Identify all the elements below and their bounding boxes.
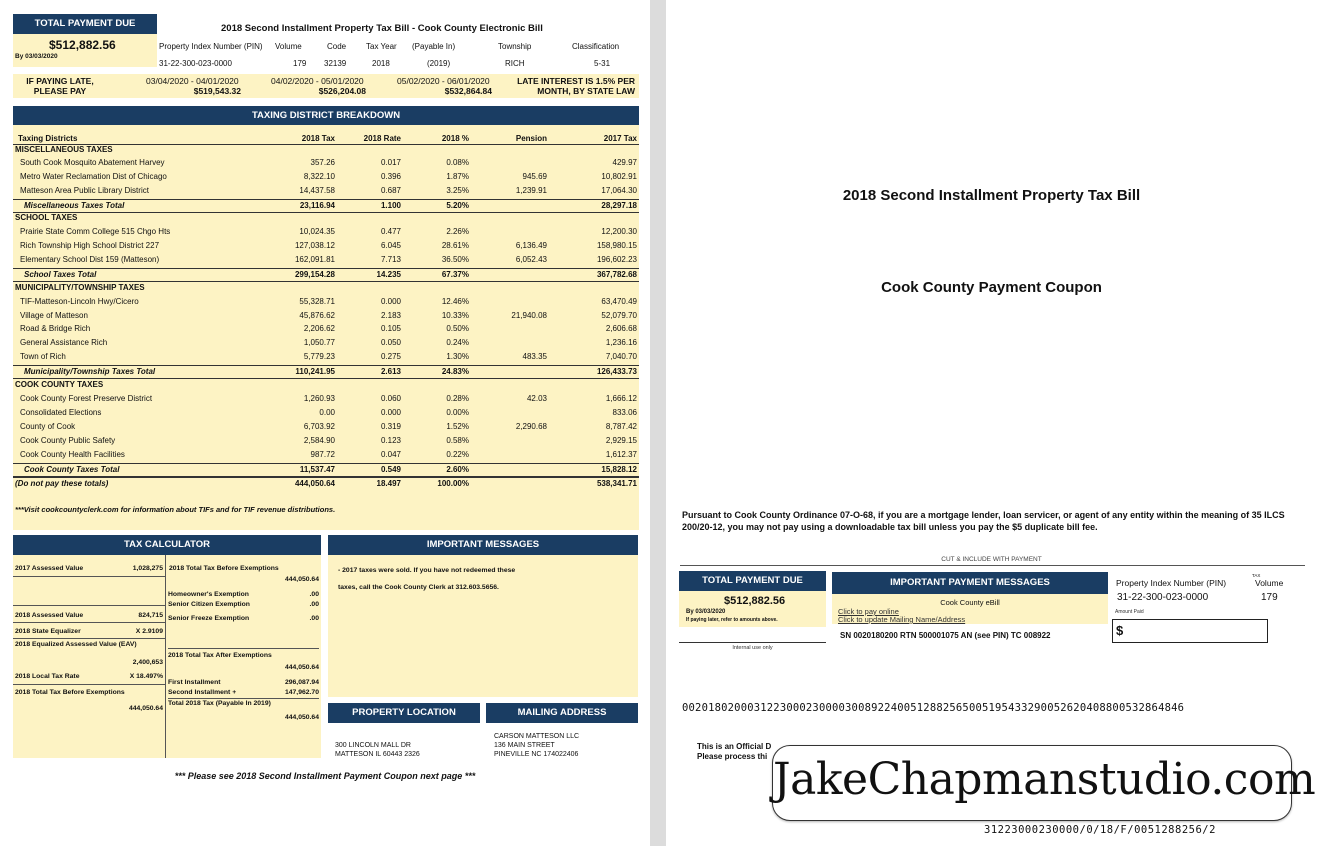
calc-rule <box>13 684 165 685</box>
table-row <box>13 352 639 365</box>
property-line-1: 300 LINCOLN MALL DR <box>335 742 411 749</box>
table-row <box>13 422 639 435</box>
cell-rate: 7.713 <box>380 255 401 264</box>
table-row <box>13 255 639 268</box>
cell-rate: 0.275 <box>380 352 401 361</box>
cell-tax: 45,876.62 <box>299 311 335 320</box>
cell-pct: 0.22% <box>446 450 469 459</box>
cell-name: (Do not pay these totals) <box>15 479 109 488</box>
calc-rule <box>168 698 319 699</box>
cell-name: Cook County Taxes Total <box>24 465 120 474</box>
cell-name: TIF-Matteson-Lincoln Hwy/Cicero <box>20 297 139 306</box>
cell-name: Municipality/Township Taxes Total <box>24 367 156 376</box>
watermark-badge <box>772 745 1316 821</box>
late-period-2-range: 04/02/2020 - 05/01/2020 <box>271 76 364 86</box>
coupon-volume-label: Volume <box>1255 578 1284 588</box>
update-address-link[interactable]: Click to update Mailing Name/Address <box>838 615 966 624</box>
cell-pct: 0.50% <box>446 324 469 333</box>
calc-total-label: Total 2018 Tax (Payable In 2019) <box>168 700 271 707</box>
coupon-pin-label: Property Index Number (PIN) <box>1116 578 1227 588</box>
calc-av17-value: 1,028,275 <box>132 565 163 572</box>
coupon-volume-value: 179 <box>1261 592 1278 603</box>
bottom-code: 31223000230000/0/18/F/0051288256/2 <box>984 824 1216 836</box>
late-label: IF PAYING LATE, PLEASE PAY <box>26 76 94 96</box>
cell-pct: 0.00% <box>446 408 469 417</box>
late-period-2-amount: $526,204.08 <box>318 86 366 96</box>
col-tax: 2018 Tax <box>301 134 335 143</box>
cell-prev: 10,802.91 <box>601 172 637 181</box>
calc-eq-label: 2018 State Equalizer <box>15 628 81 635</box>
cell-pct: 0.28% <box>446 394 469 403</box>
table-row <box>13 408 639 421</box>
calc-right-before-label: 2018 Total Tax Before Exemptions <box>169 565 279 572</box>
total-row <box>13 479 639 492</box>
cell-prev: 1,666.12 <box>605 394 637 403</box>
mailing-address <box>494 732 579 759</box>
section-header <box>13 213 639 226</box>
cell-pct: 3.25% <box>446 186 469 195</box>
section-header <box>13 380 639 393</box>
calc-rule <box>13 576 165 577</box>
payable-label: (Payable In) <box>412 42 456 51</box>
cell-name: Cook County Forest Preserve District <box>20 394 153 403</box>
calc-av17-label: 2017 Assessed Value <box>15 565 84 572</box>
cell-pct: 36.50% <box>441 255 469 264</box>
tif-note: ***Visit cookcountyclerk.com for information about TIFs and for TIF revenue distributions. <box>15 505 336 514</box>
table-row <box>13 158 639 171</box>
calc-eav-label: 2018 Equalized Assessed Value (EAV) <box>15 641 137 648</box>
tax-small-label: TAX <box>1252 573 1261 578</box>
col-pct: 2018 % <box>441 134 469 143</box>
calc-freeze-label: Senior Freeze Exemption <box>168 615 250 622</box>
cell-pct: 1.30% <box>446 352 469 361</box>
cell-pct: 100.00% <box>437 479 469 488</box>
cell-prev: 367,782.68 <box>596 270 637 279</box>
col-rate: 2018 Rate <box>363 134 401 143</box>
coupon-messages-title: IMPORTANT PAYMENT MESSAGES <box>832 572 1108 594</box>
cell-tax: 8,322.10 <box>303 172 335 181</box>
cell-pct: 67.37% <box>441 270 469 279</box>
cell-prev: 8,787.42 <box>605 422 637 431</box>
cell-rate: 0.123 <box>380 436 401 445</box>
code-value: 32139 <box>324 59 347 68</box>
total-rule <box>13 281 639 282</box>
late-interest-note: LATE INTEREST IS 1.5% PER MONTH, BY STATE LAW <box>517 76 635 96</box>
calc-freeze-value: .00 <box>309 615 319 622</box>
cell-pension: 6,136.49 <box>515 241 547 250</box>
cell-pct: 0.58% <box>446 436 469 445</box>
cell-name: Prairie State Comm College 515 Chgo Hts <box>20 227 171 236</box>
late-period-2 <box>271 76 366 96</box>
total-rule <box>13 268 639 269</box>
table-row <box>13 241 639 254</box>
table-row <box>13 297 639 310</box>
calc-after-value: 444,050.64 <box>284 664 319 671</box>
coupon-messages-box <box>832 594 1108 624</box>
table-row <box>13 394 639 407</box>
calc-first-label: First Installment <box>168 679 221 686</box>
cell-prev: 126,433.73 <box>596 367 637 376</box>
cell-prev: 7,040.70 <box>605 352 637 361</box>
cell-tax: 127,038.12 <box>294 241 335 250</box>
cell-pension: 6,052.43 <box>515 255 547 264</box>
cell-tax: 299,154.28 <box>294 270 335 279</box>
table-row <box>13 338 639 351</box>
calc-eav-value: 2,400,653 <box>132 659 163 666</box>
cell-name: Matteson Area Public Library District <box>20 186 149 195</box>
cell-tax: 23,116.94 <box>299 201 335 210</box>
cell-rate: 0.060 <box>380 394 401 403</box>
cell-rate: 1.100 <box>380 201 401 210</box>
message-line-1: - 2017 taxes were sold. If you have not redeemed these <box>338 567 516 574</box>
property-line-2: MATTESON IL 60443 2326 <box>335 751 420 758</box>
col-pension: Pension <box>515 134 547 143</box>
cell-name: Miscellaneous Taxes Total <box>24 201 125 210</box>
cell-prev: 2,606.68 <box>605 324 637 333</box>
cell-pension: 483.35 <box>522 352 547 361</box>
cell-prev: 158,980.15 <box>596 241 637 250</box>
cell-prev: 2,929.15 <box>605 436 637 445</box>
cell-rate: 0.047 <box>380 450 401 459</box>
official-line-2: Please process thi <box>697 752 768 761</box>
payable-value: (2019) <box>427 59 451 68</box>
calc-after-label: 2018 Total Tax After Exemptions <box>168 652 272 659</box>
cell-prev: 429.97 <box>612 158 637 167</box>
cell-rate: 0.319 <box>380 422 401 431</box>
tax-year-value: 2018 <box>372 59 390 68</box>
cell-rate: 0.477 <box>380 227 401 236</box>
cell-tax: 6,703.92 <box>303 422 335 431</box>
section-title: MUNICIPALITY/TOWNSHIP TAXES <box>15 283 145 292</box>
col-district: Taxing Districts <box>18 134 78 143</box>
breakdown-table <box>13 125 639 530</box>
calc-total-value: 444,050.64 <box>284 714 319 721</box>
calculator-left <box>13 555 166 758</box>
section-title: MISCELLANEOUS TAXES <box>15 145 113 154</box>
calc-rate-label: 2018 Local Tax Rate <box>15 673 80 680</box>
calc-homeowner-label: Homeowner's Exemption <box>168 591 249 598</box>
cell-name: Cook County Public Safety <box>20 436 116 445</box>
table-row <box>13 311 639 324</box>
cell-prev: 196,602.23 <box>596 255 637 264</box>
cell-tax: 5,779.23 <box>303 352 335 361</box>
cell-prev: 17,064.30 <box>601 186 637 195</box>
cell-tax: 162,091.81 <box>294 255 335 264</box>
calc-senior-value: .00 <box>309 601 319 608</box>
col-prev: 2017 Tax <box>603 134 637 143</box>
messages-title: IMPORTANT MESSAGES <box>328 535 638 555</box>
cell-pct: 5.20% <box>446 201 469 210</box>
cell-prev: 15,828.12 <box>601 465 637 474</box>
tax-bill-page <box>0 0 650 846</box>
total-due-amount: $512,882.56 <box>49 38 116 52</box>
calc-right-before-value: 444,050.64 <box>284 576 319 583</box>
cell-tax: 55,328.71 <box>299 297 335 306</box>
messages-box <box>328 555 638 697</box>
calc-rate-value: X 18.497% <box>129 673 163 680</box>
cell-pct: 0.08% <box>446 158 469 167</box>
amount-paid-label: Amount Paid <box>1115 609 1144 615</box>
section-header <box>13 145 639 158</box>
volume-value: 179 <box>293 59 307 68</box>
calc-rule <box>13 605 165 606</box>
cell-rate: 18.497 <box>376 479 401 488</box>
calc-second-value: 147,962.70 <box>284 689 319 696</box>
total-rule <box>13 365 639 366</box>
cell-pension: 2,290.68 <box>515 422 547 431</box>
late-period-1-amount: $519,543.32 <box>193 86 241 96</box>
total-rule <box>13 199 639 200</box>
cell-rate: 0.017 <box>380 158 401 167</box>
cell-tax: 2,206.62 <box>303 324 335 333</box>
cell-prev: 538,341.71 <box>596 479 637 488</box>
mailing-line-2: 136 MAIN STREET <box>494 742 555 749</box>
cell-tax: 14,437.58 <box>299 186 335 195</box>
table-row <box>13 172 639 185</box>
cell-rate: 0.687 <box>380 186 401 195</box>
calc-first-value: 296,087.94 <box>284 679 319 686</box>
footer-note: *** Please see 2018 Second Installment Payment Coupon next page *** <box>174 771 476 781</box>
calc-eq-value: X 2.9109 <box>135 628 163 635</box>
cell-name: Consolidated Elections <box>20 408 102 417</box>
cell-prev: 833.06 <box>612 408 637 417</box>
code-label: Code <box>327 42 347 51</box>
pay-online-link[interactable]: Click to pay online <box>838 607 899 616</box>
cell-name: Rich Township High School District 227 <box>20 241 160 250</box>
total-rule <box>13 378 639 379</box>
bill-title: 2018 Second Installment Property Tax Bill - Cook County Electronic Bill <box>221 23 543 34</box>
cell-pct: 28.61% <box>441 241 469 250</box>
cell-pct: 10.33% <box>441 311 469 320</box>
scanline: 00201802000312230002300003008922400512882565005195433290052620408800532864846 <box>682 702 1185 714</box>
official-line-1: This is an Official D <box>697 742 772 751</box>
cell-tax: 357.26 <box>310 158 335 167</box>
cell-prev: 1,236.16 <box>605 338 637 347</box>
header-labels <box>159 42 639 54</box>
internal-line <box>679 642 826 643</box>
cell-tax: 444,050.64 <box>294 479 335 488</box>
watermark-text: JakeChapmanstudio.com <box>773 754 1316 805</box>
coupon-amount-box <box>679 591 826 627</box>
cell-tax: 1,050.77 <box>303 338 335 347</box>
calc-rule <box>13 638 165 639</box>
amount-paid-box[interactable] <box>1112 619 1268 643</box>
cell-name: Village of Matteson <box>20 311 88 320</box>
cell-rate: 14.235 <box>376 270 401 279</box>
cell-tax: 1,260.93 <box>303 394 335 403</box>
cell-rate: 0.549 <box>380 465 401 474</box>
cell-name: South Cook Mosquito Abatement Harvey <box>20 158 165 167</box>
section-header <box>13 283 639 296</box>
coupon-total-due-label: TOTAL PAYMENT DUE <box>679 571 826 591</box>
cell-pct: 2.60% <box>446 465 469 474</box>
classification-value: 5-31 <box>594 59 611 68</box>
late-period-3-range: 05/02/2020 - 06/01/2020 <box>397 76 490 86</box>
cell-rate: 0.105 <box>380 324 401 333</box>
header-values <box>159 59 639 71</box>
internal-use-label: Internal use only <box>732 645 773 651</box>
cut-line <box>680 565 1305 566</box>
total-rule <box>13 477 639 478</box>
coupon-amount: $512,882.56 <box>724 595 786 607</box>
calc-senior-label: Senior Citizen Exemption <box>168 601 250 608</box>
calc-before-label: 2018 Total Tax Before Exemptions <box>15 689 125 696</box>
cell-prev: 63,470.49 <box>601 297 637 306</box>
total-rule <box>13 463 639 464</box>
table-row <box>13 227 639 240</box>
cell-prev: 12,200.30 <box>601 227 637 236</box>
cell-pct: 2.26% <box>446 227 469 236</box>
cell-pct: 1.52% <box>446 422 469 431</box>
calculator-right <box>168 555 319 758</box>
volume-label: Volume <box>275 42 302 51</box>
late-period-1-range: 03/04/2020 - 04/01/2020 <box>146 76 239 86</box>
cell-name: Road & Bridge Rich <box>20 324 91 333</box>
cell-name: Cook County Health Facilities <box>20 450 125 459</box>
pin-value: 31-22-300-023-0000 <box>159 59 232 68</box>
pin-label: Property Index Number (PIN) <box>159 42 263 51</box>
cell-name: County of Cook <box>20 422 76 431</box>
cell-name: General Assistance Rich <box>20 338 108 347</box>
mailing-line-3: PINEVILLE NC 174022406 <box>494 751 579 758</box>
calc-av18-value: 824,715 <box>138 612 163 619</box>
cell-rate: 6.045 <box>380 241 401 250</box>
cell-prev: 52,079.70 <box>601 311 637 320</box>
coupon-title: 2018 Second Installment Property Tax Bill <box>842 187 1141 204</box>
cell-tax: 11,537.47 <box>299 465 335 474</box>
cell-pct: 12.46% <box>441 297 469 306</box>
cell-tax: 10,024.35 <box>299 227 335 236</box>
cell-prev: 28,297.18 <box>601 201 637 210</box>
message-line-2: taxes, call the Cook County Clerk at 312.603.5656. <box>338 584 499 591</box>
mailing-title: MAILING ADDRESS <box>486 703 638 723</box>
coupon-subtitle: Cook County Payment Coupon <box>881 279 1102 296</box>
late-payment-band <box>13 74 639 98</box>
calculator-title: TAX CALCULATOR <box>13 535 321 555</box>
late-period-1 <box>146 76 241 96</box>
dollar-sign: $ <box>1116 623 1124 638</box>
coupon-late-note: If paying later, refer to amounts above. <box>686 617 778 623</box>
property-address <box>335 741 420 759</box>
cell-rate: 0.000 <box>380 408 401 417</box>
cell-rate: 2.183 <box>380 311 401 320</box>
total-due-box <box>13 34 157 67</box>
cell-pct: 1.87% <box>446 172 469 181</box>
cell-pct: 24.83% <box>441 367 469 376</box>
cell-tax: 987.72 <box>310 450 335 459</box>
classification-label: Classification <box>572 42 620 51</box>
cell-pension: 1,239.91 <box>515 186 547 195</box>
sn-line: SN 0020180200 RTN 500001075 AN (see PIN) TC 008922 <box>840 631 1051 640</box>
cell-rate: 2.613 <box>380 367 401 376</box>
due-date: By 03/03/2020 <box>15 53 58 60</box>
cell-name: Elementary School Dist 159 (Matteson) <box>20 255 160 264</box>
late-period-3 <box>397 76 492 96</box>
cell-pension: 21,940.08 <box>511 311 547 320</box>
cell-tax: 0.00 <box>319 408 335 417</box>
cell-pension: 945.69 <box>522 172 547 181</box>
mailing-line-1: CARSON MATTESON LLC <box>494 733 580 740</box>
tax-year-label: Tax Year <box>366 42 397 51</box>
property-title: PROPERTY LOCATION <box>328 703 480 723</box>
cell-rate: 0.050 <box>380 338 401 347</box>
breakdown-title: TAXING DISTRICT BREAKDOWN <box>13 106 639 125</box>
table-row <box>13 324 639 337</box>
cut-label: CUT & INCLUDE WITH PAYMENT <box>941 556 1042 563</box>
cell-pct: 0.24% <box>446 338 469 347</box>
ordinance-text: Pursuant to Cook County Ordinance 07-O-68, if you are a mortgage lender, loan servicer, or agent of any entity within the meaning of 35 ILCS 200/20-12, you may not pay using a downloadable tax bill unless you pay the $5 duplicate bill fee. <box>682 510 1285 532</box>
calc-rule <box>13 622 165 623</box>
ebill-label: Cook County eBill <box>940 598 1000 607</box>
section-title: COOK COUNTY TAXES <box>15 380 104 389</box>
calc-homeowner-value: .00 <box>309 591 319 598</box>
cell-prev: 1,612.37 <box>605 450 637 459</box>
cell-rate: 0.000 <box>380 297 401 306</box>
table-row <box>13 450 639 463</box>
calc-second-label: Second Installment + <box>168 689 237 696</box>
cell-tax: 2,584.90 <box>303 436 335 445</box>
section-title: SCHOOL TAXES <box>15 213 78 222</box>
table-row <box>13 436 639 449</box>
township-value: RICH <box>505 59 525 68</box>
cell-rate: 0.396 <box>380 172 401 181</box>
coupon-pin-value: 31-22-300-023-0000 <box>1117 592 1209 603</box>
table-row <box>13 186 639 199</box>
cell-name: School Taxes Total <box>24 270 97 279</box>
cell-name: Metro Water Reclamation Dist of Chicago <box>20 172 167 181</box>
township-label: Township <box>498 42 532 51</box>
calc-rule <box>168 648 319 649</box>
late-period-3-amount: $532,864.84 <box>444 86 492 96</box>
calculator-box <box>13 555 321 758</box>
cell-tax: 110,241.95 <box>295 367 335 376</box>
total-due-header: TOTAL PAYMENT DUE <box>13 14 157 34</box>
calc-av18-label: 2018 Assessed Value <box>15 612 84 619</box>
calc-before-value: 444,050.64 <box>128 705 163 712</box>
cell-name: Town of Rich <box>20 352 66 361</box>
payment-coupon-page <box>666 0 1317 846</box>
cell-pension: 42.03 <box>526 394 547 403</box>
coupon-due-date: By 03/03/2020 <box>686 609 726 615</box>
